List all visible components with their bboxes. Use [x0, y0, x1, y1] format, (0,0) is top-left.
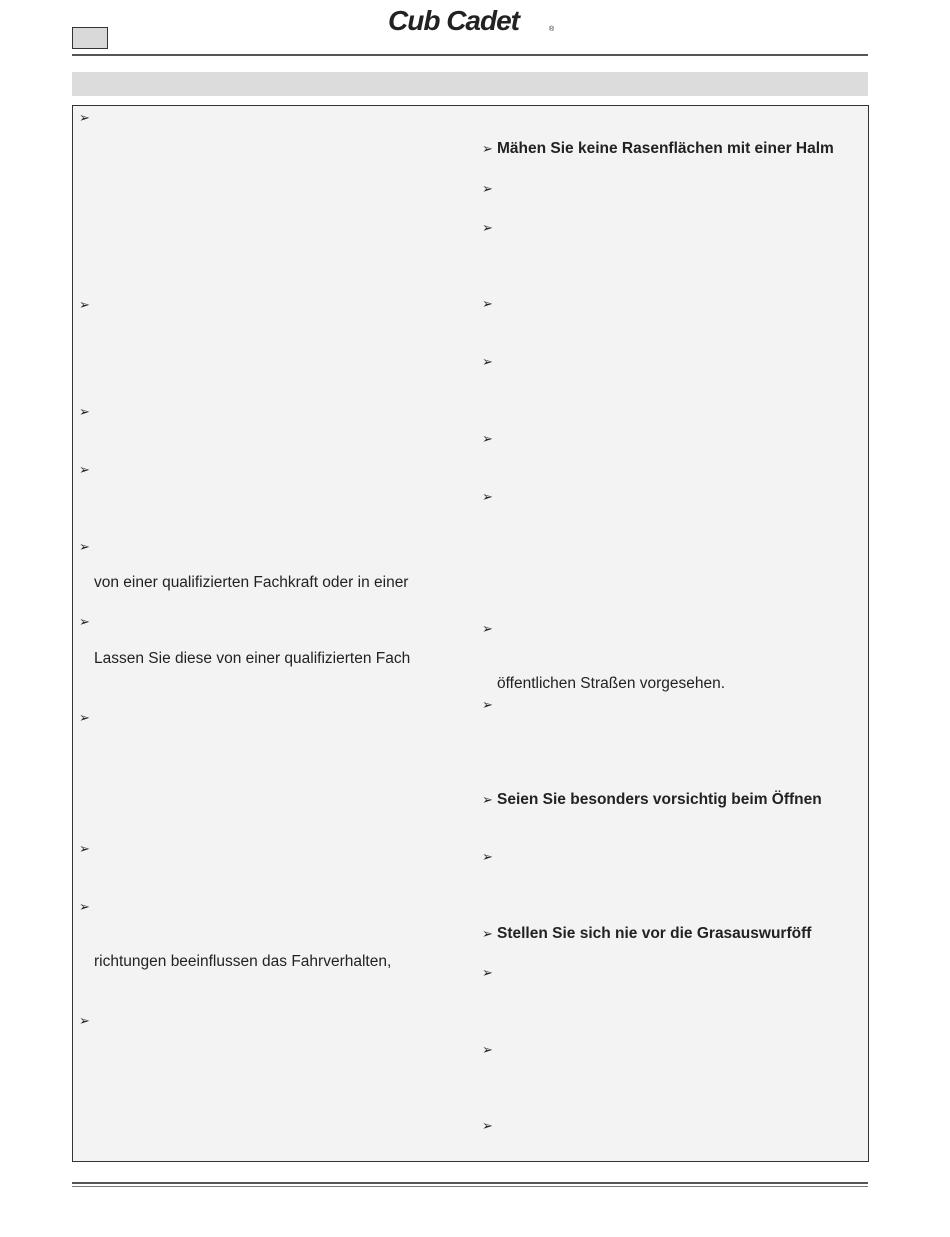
page-number-box: [72, 27, 108, 49]
left-text-line: Lassen Sie diese von einer qualifizierten Fach: [94, 650, 411, 667]
bullet-icon: ➢: [482, 792, 493, 807]
bullet-icon: ➢: [482, 965, 493, 980]
right-bold-item: Mähen Sie keine Rasenflächen mit einer Halm: [497, 140, 834, 157]
bullet-icon: ➢: [482, 1118, 493, 1133]
bullet-icon: ➢: [482, 431, 493, 446]
brand-name: Cub Cadet: [388, 5, 519, 36]
bullet-icon: ➢: [79, 110, 90, 125]
bullet-icon: ➢: [482, 697, 493, 712]
bullet-icon: ➢: [79, 539, 90, 554]
left-text-line: von einer qualifizierten Fachkraft oder in einer: [94, 574, 409, 591]
right-bold-item: Stellen Sie sich nie vor die Grasauswurföff: [497, 925, 812, 942]
right-bold-item: Seien Sie besonders vorsichtig beim Öffnen: [497, 791, 822, 808]
left-text-line: richtungen beeinflussen das Fahrverhalten,: [94, 953, 392, 970]
bullet-icon: ➢: [79, 710, 90, 725]
svg-text:®: ®: [549, 26, 555, 33]
bullet-icon: ➢: [79, 899, 90, 914]
bullet-icon: ➢: [79, 841, 90, 856]
bullet-icon: ➢: [79, 614, 90, 629]
bullet-icon: ➢: [482, 296, 493, 311]
bullet-icon: ➢: [482, 354, 493, 369]
bullet-icon: ➢: [482, 926, 493, 941]
bullet-icon: ➢: [79, 297, 90, 312]
bullet-icon: ➢: [79, 1013, 90, 1028]
bullet-icon: ➢: [482, 181, 493, 196]
header-rule: [72, 54, 868, 56]
bullet-icon: ➢: [79, 404, 90, 419]
footer-rule-thin: [72, 1186, 868, 1187]
cub-cadet-logo: [386, 1, 558, 37]
bullet-icon: ➢: [79, 462, 90, 477]
bullet-icon: ➢: [482, 141, 493, 156]
bullet-icon: ➢: [482, 489, 493, 504]
bullet-icon: ➢: [482, 220, 493, 235]
safety-instructions-panel: [72, 105, 869, 1162]
right-text-line: öffentlichen Straßen vorgesehen.: [497, 675, 726, 692]
bullet-icon: ➢: [482, 849, 493, 864]
footer-rule: [72, 1182, 868, 1184]
bullet-icon: ➢: [482, 1042, 493, 1057]
section-title-bar: [72, 72, 868, 96]
bullet-icon: ➢: [482, 621, 493, 636]
